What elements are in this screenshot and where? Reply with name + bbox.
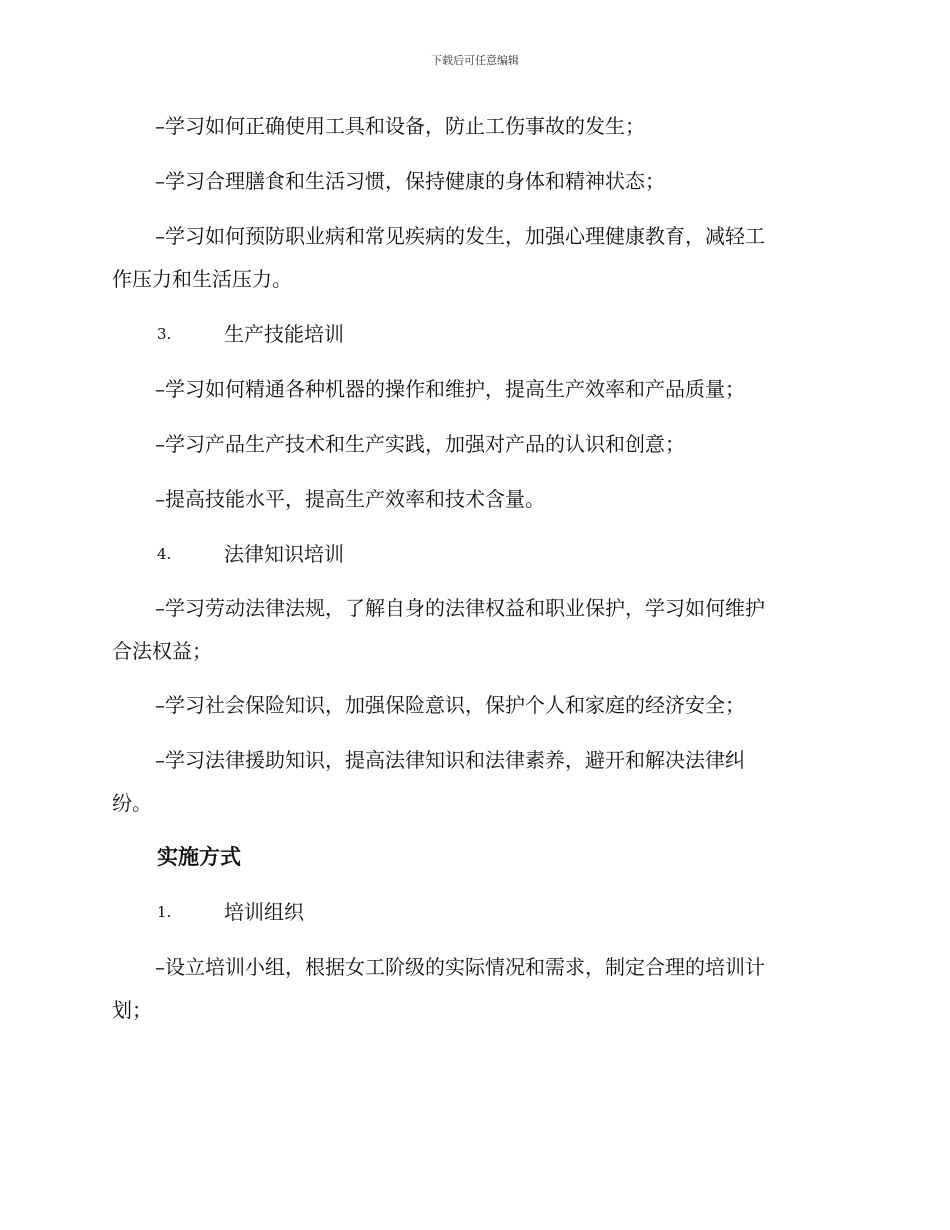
paragraph-training-group-line2: 划； [112,998,152,1022]
section-number-4: 4. [157,545,172,563]
page-header: 下载后可任意编辑 [431,54,519,67]
paragraph-tool-safety: –学习如何正确使用工具和设备，防止工伤事故的发生； [155,114,645,138]
paragraph-labor-law-line1: –学习劳动法律法规，了解自身的法律权益和职业保护，学习如何维护 [155,596,765,620]
paragraph-social-insurance: –学习社会保险知识，加强保险意识，保护个人和家庭的经济安全； [155,693,745,717]
section-title-legal-knowledge: 法律知识培训 [224,542,344,566]
section-title-training-organization: 培训组织 [224,900,304,924]
paragraph-production-tech: –学习产品生产技术和生产实践，加强对产品的认识和创意； [155,432,685,456]
section-title-production-skills: 生产技能培训 [224,322,344,346]
paragraph-legal-aid-line2: 纷。 [112,791,152,815]
section-number-3: 3. [157,325,172,343]
paragraph-skill-level: –提高技能水平，提高生产效率和技术含量。 [155,487,545,511]
paragraph-machine-operation: –学习如何精通各种机器的操作和维护，提高生产效率和产品质量； [155,377,745,401]
paragraph-training-group-line1: –设立培训小组，根据女工阶级的实际情况和需求，制定合理的培训计 [155,955,765,979]
paragraph-disease-prevention-line1: –学习如何预防职业病和常见疾病的发生，加强心理健康教育，减轻工 [155,224,765,248]
paragraph-disease-prevention-line2: 作压力和生活压力。 [112,267,292,291]
section-heading-implementation: 实施方式 [157,845,241,869]
paragraph-labor-law-line2: 合法权益； [112,639,212,663]
paragraph-legal-aid-line1: –学习法律援助知识，提高法律知识和法律素养，避开和解决法律纠 [155,748,745,772]
section-number-1: 1. [157,903,172,921]
paragraph-diet-habits: –学习合理膳食和生活习惯，保持健康的身体和精神状态； [155,169,665,193]
